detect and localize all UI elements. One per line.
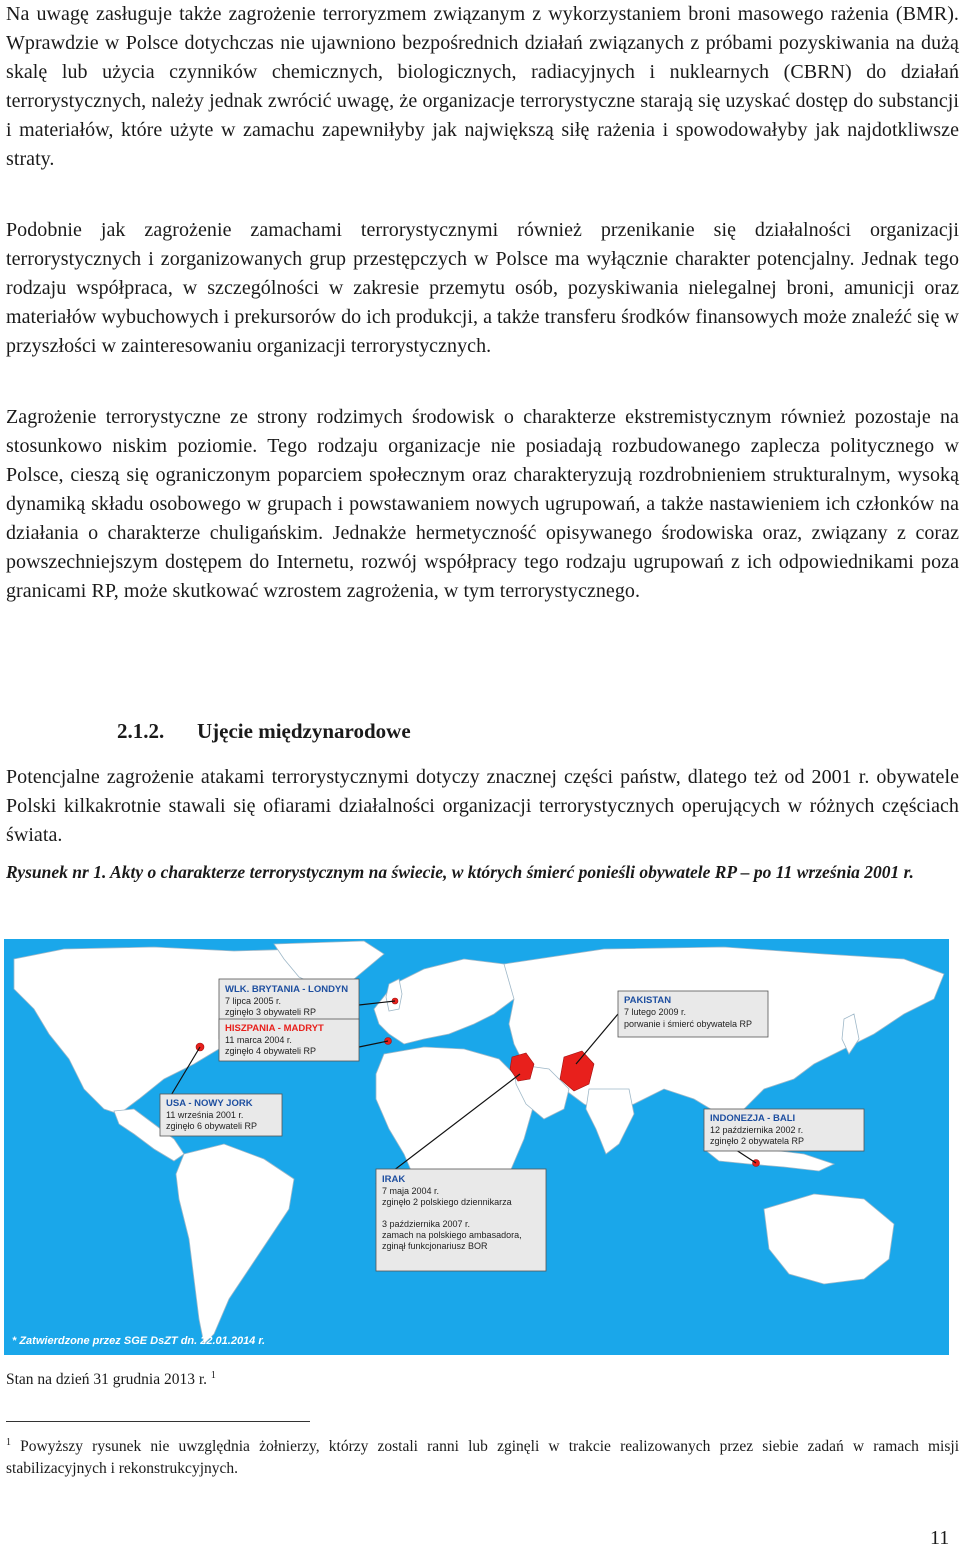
callout-iraq-line: zginął funkcjonariusz BOR (382, 1241, 488, 1251)
footnote-reference: 1 (210, 1370, 216, 1381)
callout-spain-title: HISZPANIA - MADRYT (225, 1023, 324, 1034)
callout-iraq-title: IRAK (382, 1174, 406, 1185)
callout-indonesia-line: zginęło 2 obywatela RP (710, 1136, 805, 1146)
callout-spain-line: zginęło 4 obywateli RP (225, 1046, 317, 1056)
callout-iraq-line: 7 maja 2004 r. (382, 1186, 440, 1196)
callout-uk-title: WLK. BRYTANIA - LONDYN (225, 984, 349, 995)
callout-pakistan-title: PAKISTAN (624, 995, 672, 1006)
paragraph-extremism: Zagrożenie terrorystyczne ze strony rodzimych środowisk o charakterze ekstremistycznym również pozostaje na stosunkowo niskim poziomie. Tego rodzaju organizacje nie posiadają rozbudowanego zaplecza politycznego w Polsce, cieszą się ograniczonym poparciem społecznym oraz charakteryzują rozdrobnieniem strukturalnym, wysoką dynamiką składu osobowego w grupach i powstawaniem nowych ugrupowań, a także nastawieniem ich członków na działania o charakterze chuligańskim. Jednakże hermetyczność opisywanego środowiska oraz, związany z coraz powszechniejszym dostępem do Internetu, rozwój współpracy tego rodzaju ugrupowań z ich odpowiednikami poza granicami RP, może skutkować wzrostem zagrożenia, w tym terrorystycznego. (6, 406, 959, 602)
callout-usa-line: 11 września 2001 r. (166, 1110, 244, 1120)
section-heading (117, 717, 411, 746)
footnote-text: Powyższy rysunek nie uwzględnia żołnierzy, którzy zostali ranni lub zginęli w trakcie realizowanych przez siebie zadań w ramach misji stabilizacyjnych i rekonstrukcyjnych. (6, 1438, 960, 1478)
callout-indonesia (704, 1109, 864, 1151)
figure-caption: Rysunek nr 1. Akty o charakterze terrorystycznym na świecie, w których śmierć ponieśli obywatele RP – po 11 września 2001 r. (6, 862, 914, 882)
callout-uk-line: 7 lipca 2005 r. (225, 996, 282, 1006)
callout-pakistan-line: 7 lutego 2009 r. (624, 1007, 687, 1017)
callout-pakistan-line: porwanie i śmierć obywatela RP (624, 1019, 753, 1029)
callout-iraq (376, 1169, 546, 1271)
callout-iraq-line: zginęło 2 polskiego dziennikarza (382, 1197, 512, 1207)
page-number: 11 (930, 1527, 950, 1549)
callout-iraq-line: zamach na polskiego ambasadora, (382, 1230, 522, 1240)
callout-pakistan (618, 991, 768, 1037)
status-line (6, 1366, 216, 1390)
callout-usa-title: USA - NOWY JORK (166, 1098, 253, 1109)
section-number: 2.1.2. (117, 719, 165, 743)
world-map (4, 939, 949, 1355)
map-note: * Zatwierdzone przez SGE DsZT dn. 22.01.2014 r. (12, 1335, 266, 1347)
paragraph-bmr: Na uwagę zasługuje także zagrożenie terroryzmem związanym z wykorzystaniem broni masowego rażenia (BMR). Wprawdzie w Polsce dotychczas nie ujawniono bezpośrednich działań związanych z próbami pozyskiwania na dużą skalę lub użycia czynników chemicznych, biologicznych, radiacyjnych i nuklearnych (CBRN) do działań terrorystycznych, należy jednak zwrócić uwagę, że organizacje terrorystyczne starają się uzyskać dostęp do substancji i materiałów, które użyte w zamachu zapewniłyby jak największą siłę rażenia i spowodowałyby jak najdotkliwsze straty. (6, 3, 959, 170)
footnote (6, 1432, 959, 1480)
callout-usa (160, 1094, 282, 1136)
status-text: Stan na dzień 31 grudnia 2013 r. (6, 1371, 208, 1389)
world-map-figure (4, 939, 949, 1355)
callout-spain-line: 11 marca 2004 r. (225, 1035, 292, 1045)
footnote-divider (6, 1421, 310, 1422)
callout-indonesia-line: 12 października 2002 r. (710, 1125, 804, 1135)
paragraph-international: Potencjalne zagrożenie atakami terrorystycznymi dotyczy znacznej części państw, dlatego też od 2001 r. obywatele Polski kilkakrotnie stawali się ofiarami działalności organizacji terrorystycznych operujących w różnych częściach świata. (6, 766, 959, 846)
callout-uk-line: zginęło 3 obywateli RP (225, 1007, 317, 1017)
callout-spain (219, 1019, 359, 1061)
callout-indonesia-title: INDONEZJA - BALI (710, 1113, 796, 1124)
callout-usa-line: zginęło 6 obywateli RP (166, 1121, 258, 1131)
section-title: Ujęcie międzynarodowe (197, 719, 411, 743)
callout-iraq-line: 3 października 2007 r. (382, 1219, 471, 1229)
paragraph-organized-crime: Podobnie jak zagrożenie zamachami terrorystycznymi również przenikanie się działalności organizacji terrorystycznych i zorganizowanych grup przestępczych w Polsce ma wyłącznie charakter potencjalny. Jednak tego rodzaju współpraca, w szczególności w zakresie przemytu osób, pozyskiwania nielegalnej broni, amunicji oraz materiałów wybuchowych i prekursorów do ich produkcji, a także transferu środków finansowych może znaleźć się w przyszłości w zainteresowaniu organizacji terrorystycznych. (6, 219, 960, 357)
footnote-marker: 1 (6, 1437, 11, 1448)
